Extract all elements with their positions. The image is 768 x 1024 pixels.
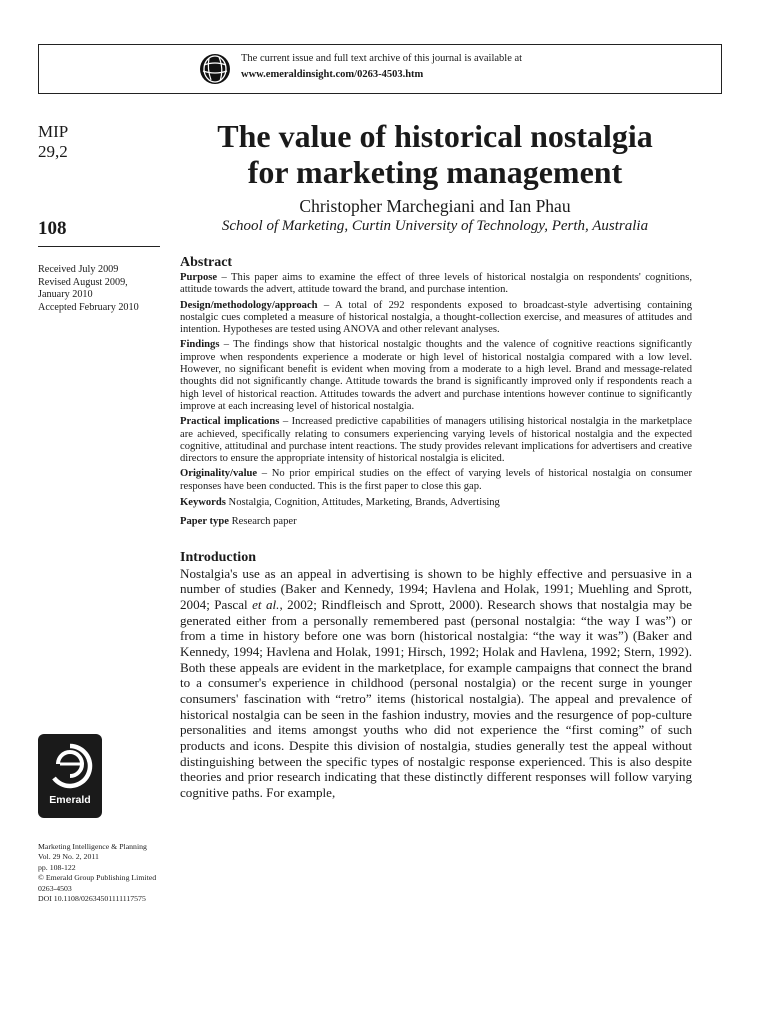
emerald-e-icon [46,742,94,794]
papertype-text: Research paper [228,516,297,528]
originality-text: – No prior empirical studies on the effect of varying levels of historical nostalgia on consumer responses have been conducted. This is the first paper to close this gap. [180,468,692,492]
design-text: – A total of 292 respondents exposed to broadcast-style advertising containing nostalgic cues completed a measure of historical nostalgia, a thought-collection exercise, and measures of attitudes and intention. Hypotheses are tested using ANOVA and other relevant analyses. [180,299,692,336]
introduction-paragraph [180,566,692,801]
findings-label: Findings [180,339,220,351]
purpose-label: Purpose [180,272,218,283]
findings-text: – The findings show that historical nostalgic thoughts and the valence of cognitive reactions significantly improve when respondents experience a moderate or high level of historical nostalgia compared with a low level. However, no significant benefit is evident when moving from a moderate to a high level. Brand and message-related thoughts did not significantly change. Attitude towards the brand is significantly improved only if respondents reach a high level of historical reaction. Attitudes towards the advert and purchase intentions however continue to significantly improve at each increasing level of historical nostalgia. [180,339,692,412]
journal-code: MIP [38,122,69,141]
date-revised-2: January 2010 [38,289,93,301]
title-line-2: for marketing management [247,154,623,190]
keywords-label: Keywords [180,497,226,509]
journal-pages: pp. 108-122 [38,862,76,872]
purpose-text: – This paper aims to examine the effect of three levels of historical nostalgia on respondents' cognitions, attitude towards the advert, attitude toward the brand, and purchase intention. [180,272,692,296]
journal-vol-no: Vol. 29 No. 2, 2011 [38,852,99,862]
article-authors: Christopher Marchegiani and Ian Phau [299,196,571,216]
intro-text-1: Nostalgia's use as an appeal in advertising is shown to be highly effective and persuasive in a number of studies (Baker and Kennedy, 1994; Havlena and Holak, 1991; Muehling and Sprott, 2004; Pascal [180,565,692,612]
article-title [180,118,690,190]
journal-info [38,842,156,904]
date-revised: Revised August 2009, [38,276,128,288]
article-body [180,254,692,800]
page-number: 108 [38,218,67,239]
abstract-design [180,300,692,337]
date-accepted: Accepted February 2010 [38,301,139,313]
emerald-logo-text: Emerald [49,794,91,806]
submission-dates [38,264,139,314]
journal-banner [38,44,722,94]
globe-icon [199,53,231,85]
journal-name: Marketing Intelligence & Planning [38,842,147,851]
keywords-text: Nostalgia, Cognition, Attitudes, Marketing, Brands, Advertising [225,497,500,509]
banner-availability-text: The current issue and full text archive of this journal is available at [241,53,523,64]
date-received: Received July 2009 [38,264,119,275]
title-line-1: The value of historical nostalgia [217,118,653,154]
abstract-originality [180,468,692,493]
intro-text-2: , 2002; Rindfleisch and Sprott, 2000). Research shows that nostalgia may be generated either from a personally remembered past (personal nostalgia: “the way I was”) or from a time in history before one was born (historical nostalgia: “the way it was”) (Baker and Kennedy, 1994; Havlena and Holak, 1991; Hirsch, 1992; Holak and Havlena, 1992; Stern, 1992). Both these appeals are evident in the marketplace, for example campaigns that connect the brand to a consumer's experience in childhood (personal nostalgia) or the recent surge in younger consumers' fascination with “retro” items (historical nostalgia). The appeal and prevalence of historical nostalgia can be seen in the fashion industry, movies and the resurgence of pop-culture personalities and items amongst youths who did not experience the “first coming” of such products and icons. Despite this division of nostalgia, studies generally test the appeal without distinguishing between the specific types of nostalgic response experienced. This is also despite theories and prior research indicating that these distinctly different responses will follow varying cognitive paths. For example, [180,596,692,800]
journal-copyright: © Emerald Group Publishing Limited [38,873,157,883]
sidebar-divider [38,246,160,247]
practical-text: – Increased predictive capabilities of managers utilising historical nostalgia in the marketplace are achieved, specifically relating to consumers experiencing varying levels of historical nostalgia and the expected cognitive, attitudinal and purchase intent reactions. The study provides relevant implications for advertisers and creative directors to ensure the appropriate intensity of historical nostalgia is elicited. [180,416,693,465]
abstract-purpose [180,272,692,297]
practical-label: Practical implications [180,416,280,428]
abstract-heading: Abstract [180,255,233,270]
abstract-practical [180,416,692,465]
journal-volume: 29,2 [38,142,68,161]
emerald-logo [38,734,102,818]
design-label: Design/methodology/approach [180,299,318,311]
intro-etal: et al. [252,596,280,612]
keywords [180,497,692,509]
journal-issn: 0263-4503 [38,883,72,893]
journal-code-block [38,122,68,162]
abstract-findings [180,339,692,413]
introduction-heading: Introduction [180,549,256,565]
papertype-label: Paper type [180,516,229,528]
article-affiliation: School of Marketing, Curtin University of Technology, Perth, Australia [221,218,649,234]
journal-doi: DOI 10.1108/02634501111117575 [38,894,146,904]
originality-label: Originality/value [180,468,258,480]
paper-type [180,516,692,528]
banner-url-link[interactable]: www.emeraldinsight.com/0263-4503.htm [241,69,424,80]
